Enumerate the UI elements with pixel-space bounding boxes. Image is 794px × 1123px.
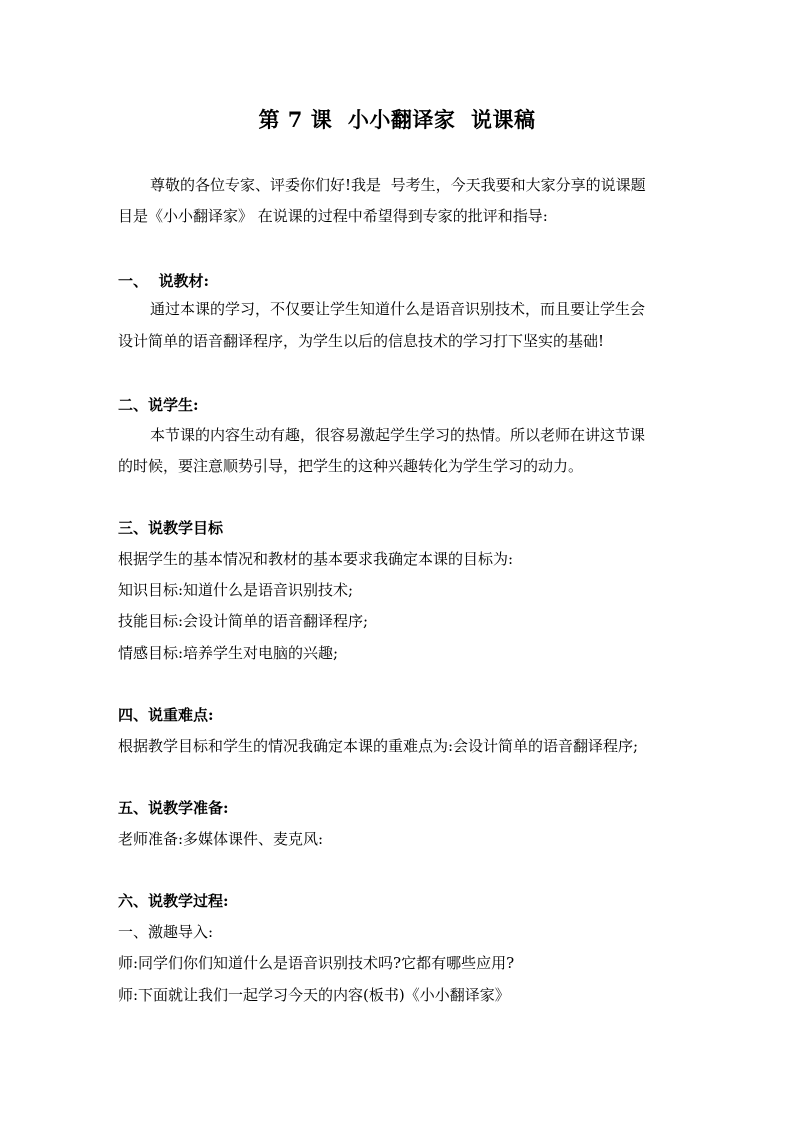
intro-line-1: 尊敬的各位专家、评委你们好!我是 号考生，今天我要和大家分享的说课题 xyxy=(150,176,646,194)
section-objectives-line-3: 技能目标:会设计简单的语音翻译程序; xyxy=(118,612,369,630)
section-objectives-line-4: 情感目标:培养学生对电脑的兴趣; xyxy=(118,644,339,662)
section-preparation-line-1: 老师准备:多媒体课件、麦克风: xyxy=(118,830,324,848)
section-heading-preparation: 五、说教学准备: xyxy=(118,799,229,817)
section-process-line-2: 师:同学们你们知道什么是语音识别技术吗?它都有哪些应用? xyxy=(118,954,515,972)
section-objectives-line-2: 知识目标:知道什么是语音识别技术; xyxy=(118,581,354,599)
section-objectives-line-1: 根据学生的基本情况和教材的基本要求我确定本课的目标为: xyxy=(118,550,514,568)
section-textbook-line-1: 通过本课的学习，不仅要让学生知道什么是语音识别技术，而且要让学生会 xyxy=(150,300,646,318)
section-students-line-1: 本节课的内容生动有趣，很容易激起学生学习的热情。所以老师在讲这节课 xyxy=(150,426,646,444)
section-heading-process: 六、说教学过程: xyxy=(118,892,229,910)
section-heading-key-points: 四、说重难点: xyxy=(118,706,214,724)
section-textbook-line-2: 设计简单的语音翻译程序，为学生以后的信息技术的学习打下坚实的基础! xyxy=(118,332,605,350)
section-students-line-2: 的时候，要注意顺势引导，把学生的这种兴趣转化为学生学习的动力。 xyxy=(118,457,584,475)
section-heading-students: 二、说学生: xyxy=(118,396,199,414)
section-heading-textbook: 一、 说教材: xyxy=(118,272,209,290)
section-key-points-line-1: 根据教学目标和学生的情况我确定本课的重难点为:会设计简单的语音翻译程序; xyxy=(118,737,639,755)
intro-line-2: 目是《小小翻译家》 在说课的过程中希望得到专家的批评和指导: xyxy=(118,207,548,225)
section-heading-objectives: 三、说教学目标 xyxy=(118,519,224,537)
section-process-line-1: 一、激趣导入: xyxy=(118,923,214,941)
section-process-line-3: 师:下面就让我们一起学习今天的内容(板书)《小小翻译家》 xyxy=(118,986,510,1004)
document-title: 第 7 课 小小翻译家 说课稿 xyxy=(258,107,536,132)
